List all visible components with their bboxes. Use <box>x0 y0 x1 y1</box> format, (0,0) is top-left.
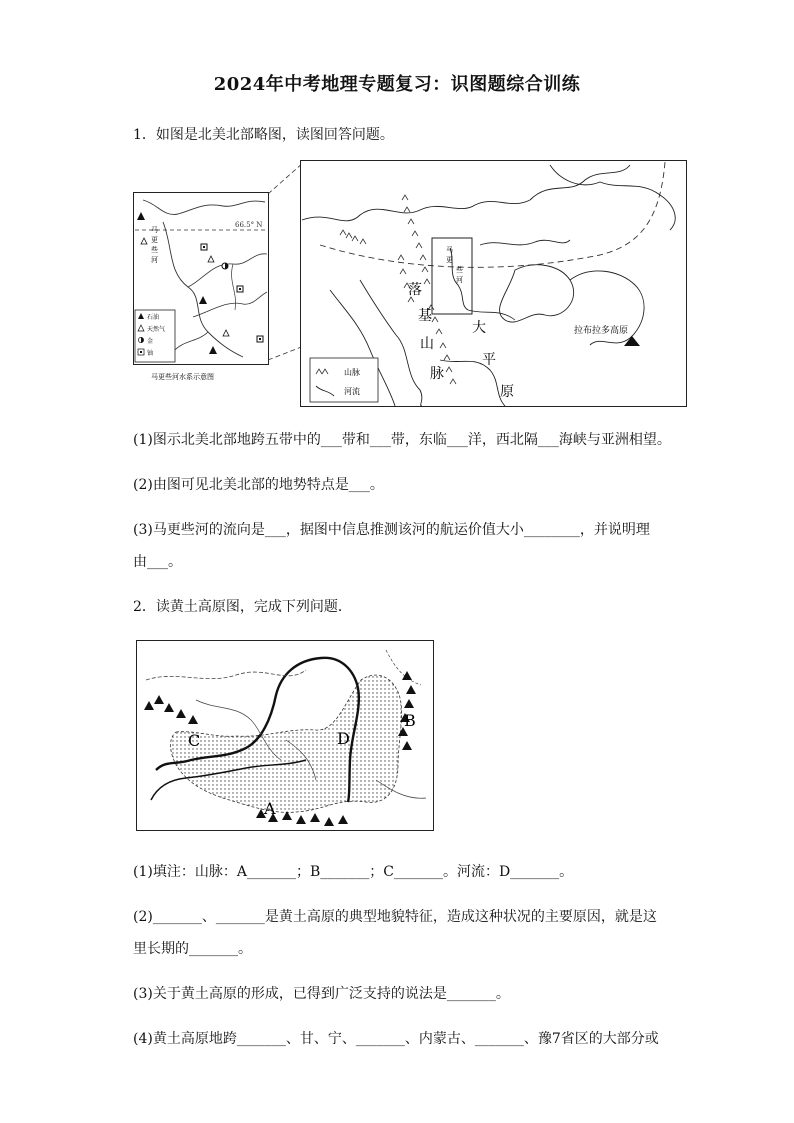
page-title: 2024年中考地理专题复习：识图题综合训练 <box>213 74 581 95</box>
q1-sub1: (1)图示北美北部地跨五带中的___带和___带，东临___洋，西北隔___海峡与亚洲相望。 <box>133 432 671 448</box>
q2-sub1: (1)填注：山脉：A_______；B_______；C_______。河流：D_______。 <box>133 864 574 880</box>
legend-river: 河流 <box>344 387 360 396</box>
labrador-label: 拉布拉多高原 <box>574 326 629 336</box>
rocky-char-2: 基 <box>418 308 432 324</box>
north-america-map <box>300 160 687 408</box>
q2-sub2-line1: (2)_______、_______是黄土高原的典型地貌特征，造成这种状况的主要原因，就是这 <box>133 909 657 925</box>
q1-sub3-line2: 由___。 <box>133 554 182 570</box>
inset-river-char-4: 河 <box>151 256 158 264</box>
legend-mountain: 山脉 <box>344 368 360 377</box>
inset-river-char-2: 更 <box>151 236 158 244</box>
inset-river-char-1: 马 <box>151 226 158 234</box>
label-c: C <box>188 731 201 750</box>
label-d: D <box>337 729 350 748</box>
main-river-char-4: 河 <box>456 276 463 284</box>
rocky-char-3: 山 <box>420 336 434 352</box>
rocky-char-4: 脉 <box>430 366 444 382</box>
legend-oil: 石油 <box>147 314 160 321</box>
main-river-char-3: 些 <box>456 266 463 274</box>
q1-stem: 1．如图是北美北部略图，读图回答问题。 <box>133 127 394 143</box>
main-river-char-1: 马 <box>446 246 453 254</box>
inset-caption: 马更些河水系示意图 <box>151 373 214 381</box>
label-a: A <box>264 799 276 818</box>
q2-sub4: (4)黄土高原地跨_______、甘、宁、_______、内蒙古、_______、豫7省区的大部分或 <box>133 1031 659 1047</box>
latitude-label: 66.5° N <box>235 221 263 229</box>
legend-uranium: 铀 <box>147 350 154 357</box>
q2-sub3: (3)关于黄土高原的形成，已得到广泛支持的说法是_______。 <box>133 986 510 1002</box>
plain-char-2: 平 <box>482 352 496 368</box>
legend-gas: 天然气 <box>147 326 166 333</box>
inset-river-char-3: 些 <box>151 246 158 254</box>
rocky-char-1: 落 <box>408 282 422 298</box>
q1-sub3-line1: (3)马更些河的流向是___，据图中信息推测该河的航运价值大小________，并说明理 <box>133 522 650 538</box>
plain-char-1: 大 <box>472 320 486 336</box>
q2-sub2-line2: 里长期的_______。 <box>133 941 252 957</box>
legend-gold: 金 <box>147 338 154 345</box>
q2-stem: 2．读黄土高原图，完成下列问题． <box>133 599 352 615</box>
loess-plateau-map <box>136 640 435 832</box>
main-river-char-2: 更 <box>446 256 453 264</box>
q1-sub2: (2)由图可见北美北部的地势特点是___。 <box>133 477 384 493</box>
plain-char-3: 原 <box>500 384 514 400</box>
mackenzie-inset-map <box>133 192 269 384</box>
label-b: B <box>404 711 416 730</box>
